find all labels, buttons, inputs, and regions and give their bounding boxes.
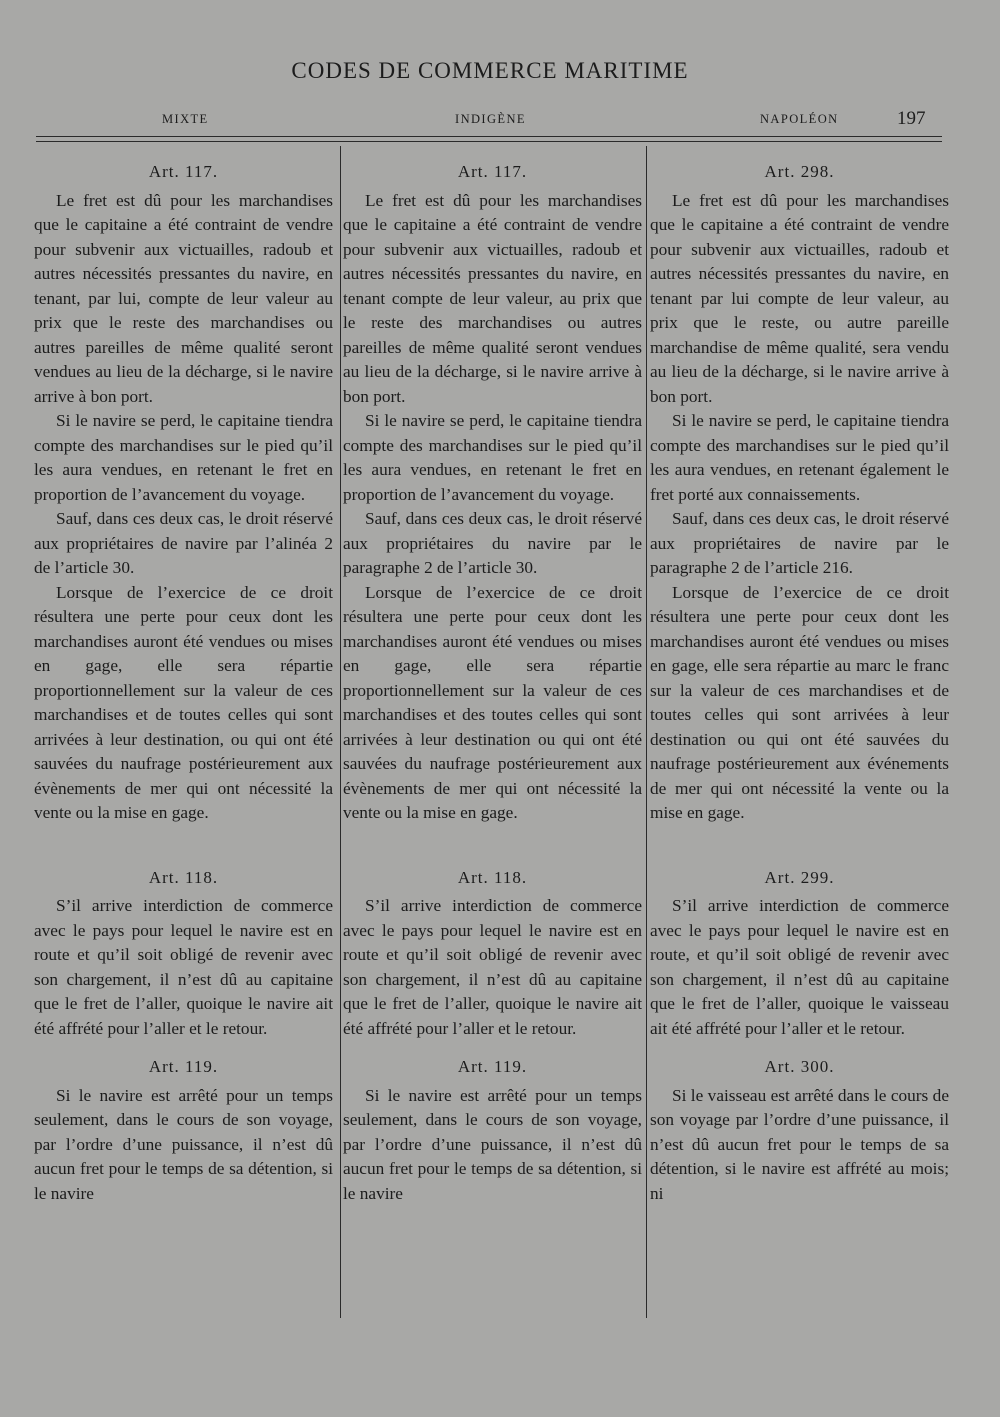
column-heading-mixte: MIXTE bbox=[162, 112, 209, 126]
paragraph: Si le navire se perd, le capitaine tiendra compte des marchandises sur le pied qu’il les aura vendues, en retenant le fret en proportion de l’avancement du voyage. bbox=[343, 411, 642, 504]
paragraph: S’il arrive interdiction de commerce avec le pays pour lequel le navire est en route et qu’il soit obligé de revenir avec son chargement, il n’est dû au capitaine que le fret de l’aller, quoique le navire ait été affrété pour l’aller et le retour. bbox=[343, 896, 642, 1038]
paragraph: S’il arrive interdiction de commerce avec le pays pour lequel le navire est en route, et qu’il soit obligé de revenir avec son chargement, il n’est dû au capitaine que le fret de l’aller, quoique le vaisseau ait été affrété pour l’aller et le retour. bbox=[650, 896, 949, 1038]
paragraph: S’il arrive interdiction de commerce avec le pays pour lequel le navire est en route et qu’il soit obligé de revenir avec son chargement, il n’est dû au capitaine que le fret de l’aller, quoique le navire ait été affrété pour l’aller et le retour. bbox=[34, 896, 333, 1038]
paragraph: Lorsque de l’exercice de ce droit résultera une perte pour ceux dont les marchandises auront été vendues ou mises en gage, elle sera répartie proportionnellement sur la valeur de ces marchandises et de toutes celles qui sont arrivées à leur destination, ou qui ont été sauvées du naufrage postérieurement aux évènements de mer qui ont nécessité la vente ou la mise en gage. bbox=[34, 582, 333, 822]
article-heading: Art. 118. bbox=[148, 867, 219, 887]
header-rule bbox=[36, 136, 942, 137]
paragraph: Si le navire se perd, le capitaine tiendra compte des marchandises sur le pied qu’il les aura vendues, en retenant également le fret porté aux connaissements. bbox=[650, 411, 949, 504]
paragraph: Le fret est dû pour les marchandises que le capitaine a été contraint de vendre pour subvenir aux victuailles, radoub et autres nécessités pressantes du navire, en tenant, par lui, compte de leur valeur au prix que le reste des marchandises ou autres pareilles de même qualité seront vendues au lieu de la décharge, si le navire arrive à bon port. bbox=[34, 190, 333, 406]
column-heading-napoleon: NAPOLÉON bbox=[760, 112, 839, 126]
paragraph: Lorsque de l’exercice de ce droit résultera une perte pour ceux dont les marchandises auront été vendues ou mises en gage, elle sera répartie au marc le franc sur la valeur de ces marchandises et de toutes celles qui sont arrivées à leur destination ou qui ont été sauvées du naufrage postérieurement aux événements de mer qui ont nécessité la vente ou la mise en gage. bbox=[650, 582, 949, 822]
paragraph: Le fret est dû pour les marchandises que le capitaine a été contraint de vendre pour subvenir aux victuailles, radoub et autres nécessités pressantes du navire, en tenant par lui compte de leur valeur, au prix que le reste, ou autre pareille marchandise de même qualité, sera vendu au lieu de la décharge, si le navire arrive à bon port. bbox=[650, 190, 949, 406]
column-divider bbox=[646, 146, 647, 1318]
article-heading: Art. 117. bbox=[457, 162, 528, 181]
column-heading-indigene: INDIGÈNE bbox=[455, 112, 526, 126]
column-divider bbox=[340, 146, 341, 1318]
paragraph: Sauf, dans ces deux cas, le droit réservé aux propriétaires du navire par le paragraphe 2 de l’article 30. bbox=[343, 509, 642, 577]
paragraph: Si le navire se perd, le capitaine tiendra compte des marchandises sur le pied qu’il les aura vendues, en retenant le fret en proportion de l’avancement du voyage. bbox=[34, 411, 333, 504]
paragraph: Sauf, dans ces deux cas, le droit réservé aux propriétaires de navire par l’alinéa 2 de l’article 30. bbox=[34, 509, 333, 577]
paragraph: Lorsque de l’exercice de ce droit résultera une perte pour ceux dont les marchandises auront été vendues ou mises en gage, elle sera répartie proportionnellement sur la valeur de ces marchandises et des toutes celles qui sont arrivées à leur destination ou qui ont été sauvées du naufrage postérieurement aux évènements de mer qui ont nécessité la vente ou la mise en gage. bbox=[343, 582, 642, 822]
paragraph: Le fret est dû pour les marchandises que le capitaine a été contraint de vendre pour subvenir aux victuailles, radoub et autres nécessités pressantes du navire, en tenant compte de leur valeur, au prix que le reste des marchandises ou autres pareilles de même qualité seront vendues au lieu de la décharge, si le navire arrive à bon port. bbox=[343, 190, 642, 406]
paragraph: Si le vaisseau est arrêté dans le cours de son voyage par l’ordre d’une puissance, il n’est dû aucun fret pour le temps de sa détention, si le navire est affrété au mois; ni bbox=[650, 1085, 949, 1203]
column-indigene bbox=[343, 150, 642, 1206]
article-heading: Art. 119. bbox=[148, 1057, 219, 1076]
page-number: 197 bbox=[897, 108, 926, 129]
column-mixte bbox=[34, 150, 333, 1206]
header-rule bbox=[36, 141, 942, 142]
article-heading: Art. 300. bbox=[764, 1057, 835, 1076]
article-heading: Art. 117. bbox=[148, 162, 219, 181]
article-heading: Art. 118. bbox=[457, 867, 528, 887]
page-title: CODES DE COMMERCE MARITIME bbox=[291, 58, 689, 83]
article-heading: Art. 119. bbox=[457, 1057, 528, 1076]
paragraph: Sauf, dans ces deux cas, le droit réservé aux propriétaires de navire par le paragraphe 2 de l’article 216. bbox=[650, 509, 949, 577]
paragraph: Si le navire est arrêté pour un temps seulement, dans le cours de son voyage, par l’ordre d’une puissance, il n’est dû aucun fret pour le temps de sa détention, si le navire bbox=[34, 1085, 333, 1203]
article-heading: Art. 299. bbox=[764, 867, 835, 887]
column-napoleon bbox=[650, 150, 949, 1206]
paragraph: Si le navire est arrêté pour un temps seulement, dans le cours de son voyage, par l’ordre d’une puissance, il n’est dû aucun fret pour le temps de sa détention, si le navire bbox=[343, 1085, 642, 1203]
article-heading: Art. 298. bbox=[764, 162, 835, 181]
